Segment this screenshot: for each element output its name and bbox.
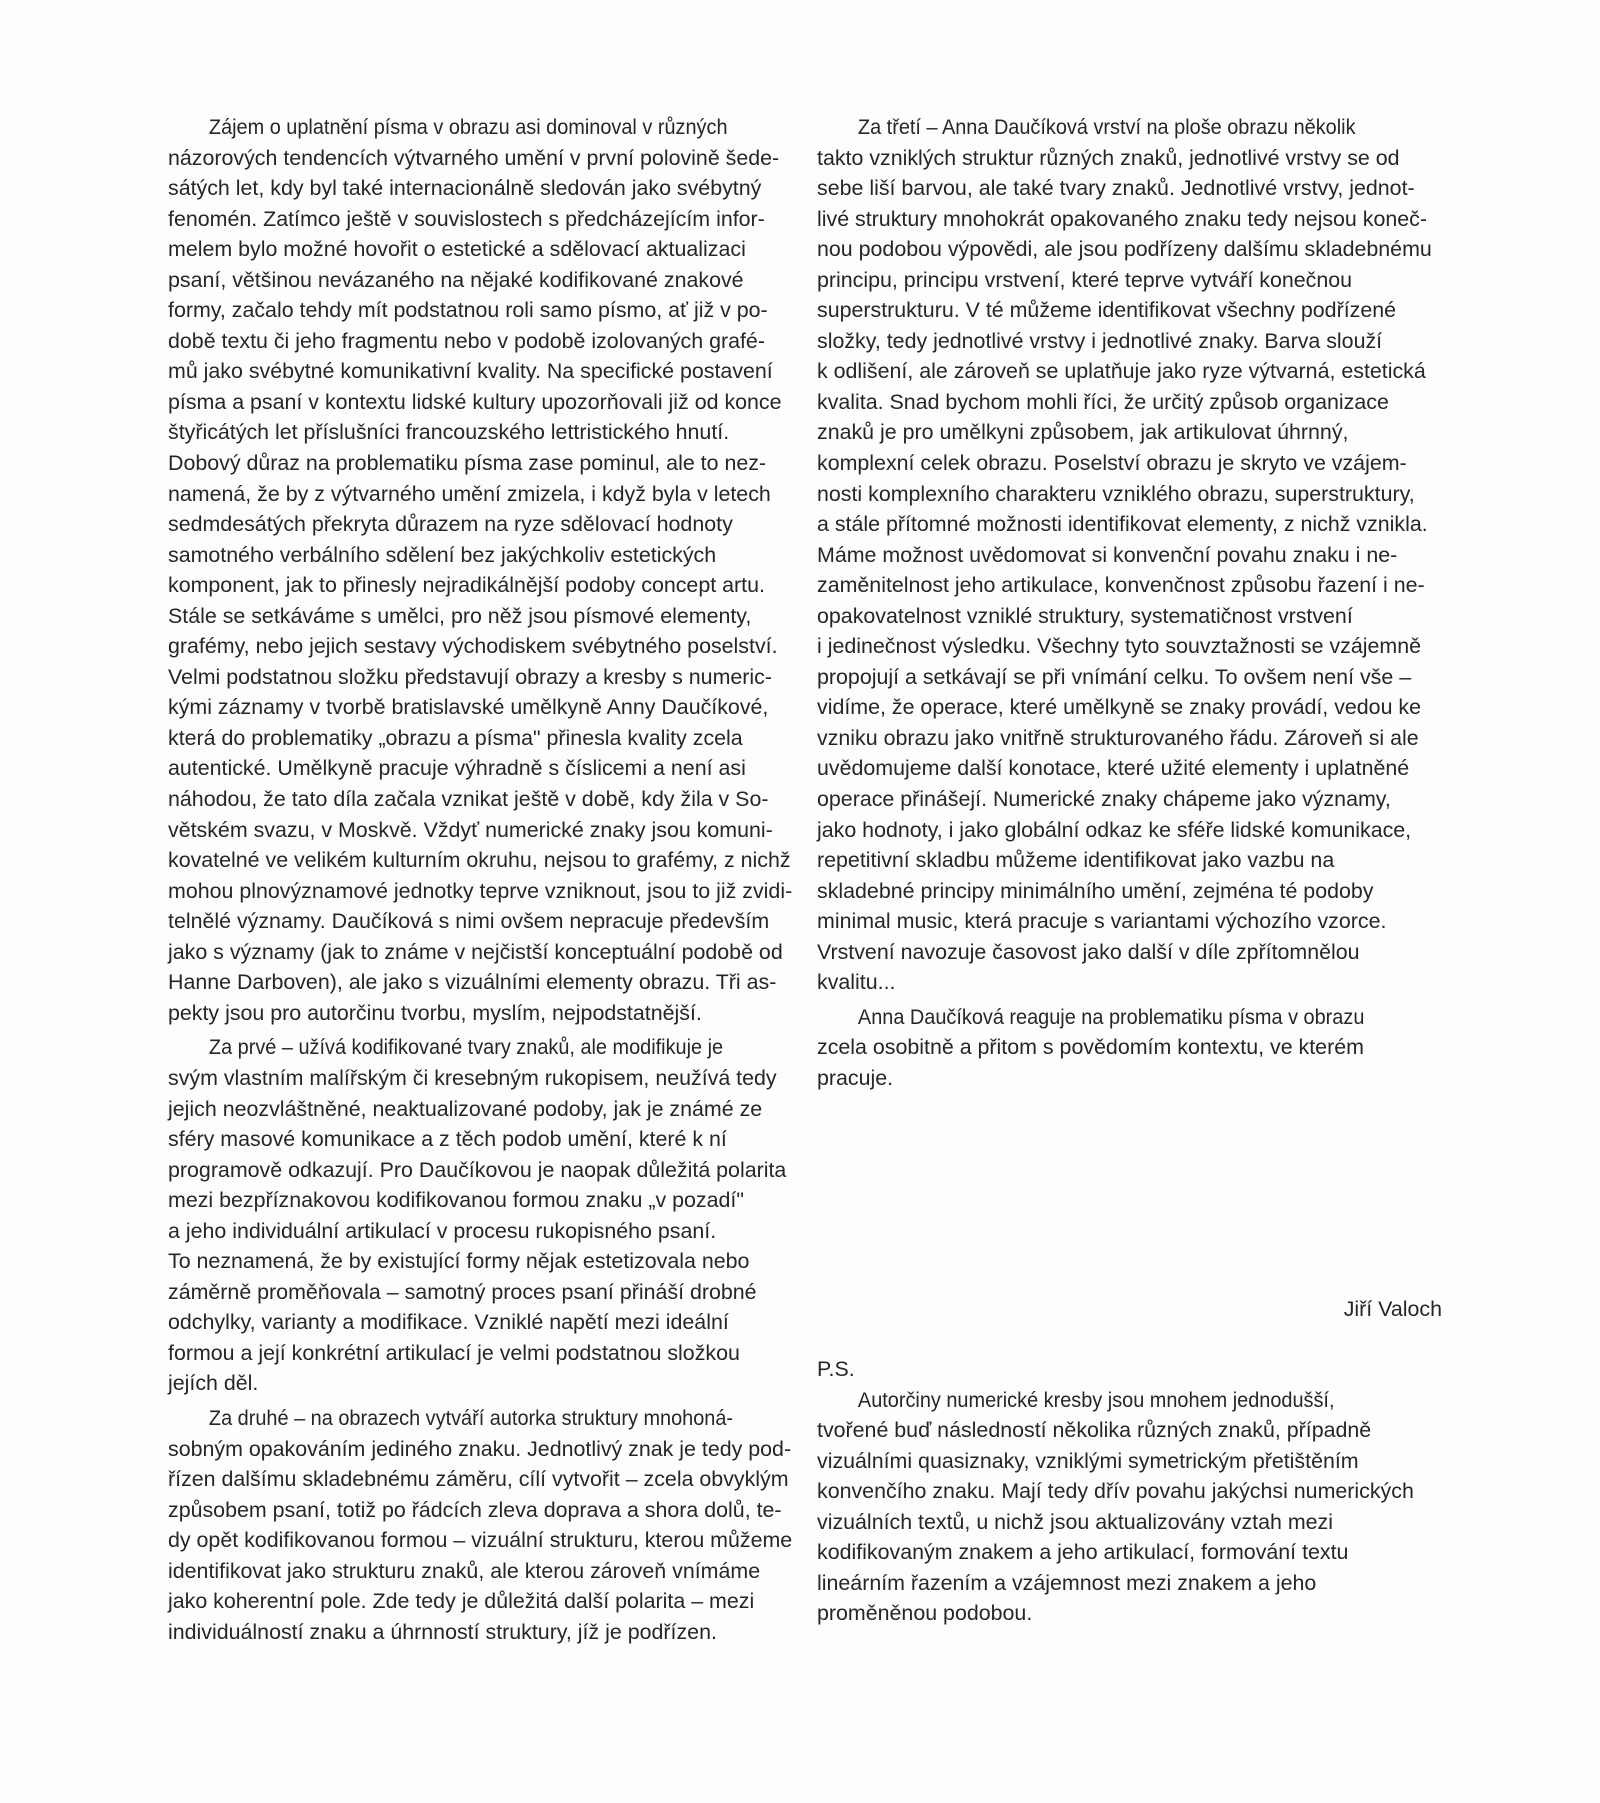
text-line: a stále přítomné možnosti identifikovat elementy, z nichž vznikla. [817, 512, 1428, 537]
text-line: kými záznamy v tvorbě bratislavské umělkyně Anny Daučíkové, [168, 695, 769, 720]
text-line: lineárním řazením a vzájemnost mezi znakem a jeho [817, 1570, 1317, 1595]
text-line: jako koherentní pole. Zde tedy je důležitá další polarita – mezi [168, 1589, 755, 1614]
text-line: dy opět kodifikovanou formou – vizuální strukturu, kterou můžeme [168, 1528, 793, 1553]
text-line: sféry masové komunikace a z těch podob umění, které k ní [168, 1127, 727, 1152]
text-line: způsobem psaní, totiž po řádcích zleva doprava a shora dolů, te- [168, 1497, 782, 1522]
text-line: Autorčiny numerické kresby jsou mnohem jednodušší, [857, 1387, 1335, 1412]
right-column [817, 112, 1442, 1629]
text-line: i jedinečnost výsledku. Všechny tyto souvztažnosti se vzájemně [817, 634, 1421, 659]
text-line: Dobový důraz na problematiku písma zase pominul, ale to nez- [168, 451, 767, 476]
text-line: nou podobou výpovědi, ale jsou podřízeny dalšímu skladebnému [817, 237, 1432, 262]
text-line: uvědomujeme další konotace, které užité elementy i uplatněné [817, 756, 1410, 781]
text-line: jako s významy (jak to známe v nejčistší konceptuální podobě od [168, 939, 783, 964]
text-line: melem bylo možné hovořit o estetické a sdělovací aktualizaci [168, 237, 746, 262]
text-line: samotného verbálního sdělení bez jakýchkoliv estetických [168, 542, 717, 567]
text-line: programově odkazují. Pro Daučíkovou je naopak důležitá polarita [168, 1157, 787, 1182]
text-line: vidíme, že operace, které umělkyně se znaky provádí, vedou ke [817, 695, 1422, 720]
text-line: fenomén. Zatímco ještě v souvislostech s předcházejícím infor- [168, 206, 765, 231]
left-column [168, 112, 793, 1647]
text-line: Zájem o uplatnění písma v obrazu asi dominoval v různých [208, 115, 728, 139]
text-line: Za druhé – na obrazech vytváří autorka struktury mnohoná- [208, 1405, 734, 1430]
text-line: repetitivní skladbu můžeme identifikovat jako vazbu na [817, 848, 1335, 873]
text-line: Za prvé – užívá kodifikované tvary znaků, ale modifikuje je [208, 1035, 724, 1060]
text-line: takto vzniklých struktur různých znaků, jednotlivé vrstvy se od [817, 145, 1400, 170]
text-line: jako hodnoty, i jako globální odkaz ke sféře lidské komunikace, [817, 817, 1412, 842]
paragraph-third-aspect [817, 112, 1442, 998]
text-line: která do problematiky „obrazu a písma" přinesla kvality zcela [168, 725, 743, 750]
text-line: sobným opakováním jediného znaku. Jednotlivý znak je tedy pod- [168, 1436, 792, 1461]
text-line: mů jako svébytné komunikativní kvality. Na specifické postavení [168, 359, 773, 384]
text-line: namená, že by z výtvarného umění zmizela, i když byla v letech [168, 481, 771, 506]
text-line: komplexní celek obrazu. Poselství obrazu je skryto ve vzájem- [817, 451, 1407, 476]
text-line: náhodou, že tato díla začala vznikat ještě v době, kdy žila v So- [168, 787, 769, 812]
text-line: sebe liší barvou, ale také tvary znaků. Jednotlivé vrstvy, jednot- [817, 176, 1415, 201]
text-line: formou a její konkrétní artikulací je velmi podstatnou složkou [168, 1340, 740, 1365]
text-line: To neznamená, že by existující formy nějak estetizovala nebo [168, 1249, 750, 1274]
postscript-label: P.S. [817, 1357, 855, 1382]
paragraph-first-aspect [168, 1032, 793, 1399]
text-line: odchylky, varianty a modifikace. Vzniklé napětí mezi ideální [168, 1310, 729, 1335]
text-line: tvořené buď následností několika různých znaků, případně [817, 1418, 1372, 1443]
text-line: Vrstvení navozuje časovost jako další v díle zpřítomnělou [817, 939, 1360, 964]
text-line: operace přinášejí. Numerické znaky chápeme jako významy, [817, 787, 1391, 812]
text-line: štyřicátých let příslušníci francouzského lettristického hnutí. [168, 420, 730, 445]
text-line: formy, začalo tehdy mít podstatnou roli samo písmo, ať již v po- [168, 298, 768, 323]
text-line: názorových tendencích výtvarného umění v první polovině šede- [168, 145, 780, 170]
paragraph-second-aspect [168, 1403, 793, 1647]
text-line: řízen dalšímu skladebnému záměru, cílí vytvořit – zcela obvyklým [168, 1467, 789, 1492]
text-line: identifikovat jako strukturu znaků, ale kterou zároveň vnímáme [168, 1558, 761, 1583]
text-line: livé struktury mnohokrát opakovaného znaku tedy nejsou koneč- [817, 206, 1427, 231]
text-line: individuálností znaku a úhrnností struktury, jíž je podřízen. [168, 1619, 717, 1644]
text-line: nosti komplexního charakteru vzniklého obrazu, superstruktury, [817, 481, 1415, 506]
paragraph-conclusion [817, 1002, 1442, 1094]
text-line: proměněnou podobou. [817, 1601, 1033, 1626]
text-line: zcela osobitně a přitom s povědomím kontextu, ve kterém [817, 1035, 1364, 1060]
text-line: Hanne Darboven), ale jako s vizuálními elementy obrazu. Tři as- [168, 970, 777, 995]
text-line: vzniku obrazu jako vnitřně strukturovaného řádu. Zároveň si ale [817, 725, 1419, 750]
text-line: mohou plnovýznamové jednotky teprve vzniknout, jsou to již zvidi- [168, 878, 793, 903]
text-line: a jeho individuální artikulací v procesu rukopisného psaní. [168, 1218, 717, 1243]
text-line: skladebné principy minimálního umění, zejména té podoby [817, 878, 1374, 903]
text-line: době textu či jeho fragmentu nebo v podobě izolovaných grafé- [168, 328, 765, 353]
text-line: propojují a setkávají se při vnímání celku. To ovšem není vše – [817, 664, 1412, 689]
text-line: záměrně proměňovala – samotný proces psaní přináší drobné [168, 1279, 757, 1304]
text-line: Velmi podstatnou složku představují obrazy a kresby s numeric- [168, 664, 772, 689]
text-line: zaměnitelnost jeho artikulace, konvenčnost způsobu řazení i ne- [817, 573, 1425, 598]
paragraph-postscript [817, 1385, 1442, 1629]
text-line: Stále se setkáváme s umělci, pro něž jsou písmové elementy, [168, 603, 752, 628]
text-line: superstrukturu. V té můžeme identifikovat všechny podřízené [817, 298, 1397, 323]
text-line: kovatelné ve velikém kulturním okruhu, nejsou to grafémy, z nichž [168, 848, 791, 873]
text-line: svým vlastním malířským či kresebným rukopisem, neužívá tedy [168, 1065, 777, 1090]
text-line: kvalita. Snad bychom mohli říci, že určitý způsob organizace [817, 389, 1389, 414]
text-line: složky, tedy jednotlivé vrstvy i jednotlivé znaky. Barva slouží [817, 328, 1383, 353]
text-line: minimal music, která pracuje s variantami výchozího vzorce. [817, 909, 1387, 934]
text-line: autentické. Umělkyně pracuje výhradně s číslicemi a není asi [168, 756, 746, 781]
text-line: Za třetí – Anna Daučíková vrství na ploše obrazu několik [857, 115, 1356, 139]
author-signature: Jiří Valoch [1343, 1296, 1442, 1321]
text-line: pracuje. [817, 1065, 894, 1090]
text-line: konvenčího znaku. Mají tedy dřív povahu jakýchsi numerických [817, 1479, 1414, 1504]
text-line: psaní, většinou nevázaného na nějaké kodifikované znakové [168, 267, 744, 292]
text-line: Máme možnost uvědomovat si konvenční povahu znaku i ne- [817, 542, 1398, 567]
text-line: sátých let, kdy byl také internacionálně sledován jako svébytný [168, 176, 762, 201]
text-line: znaků je pro umělkyni způsobem, jak artikulovat úhrnný, [817, 420, 1349, 445]
text-line: kodifikovaným znakem a jeho artikulací, formování textu [817, 1540, 1349, 1565]
text-line: písma a psaní v kontextu lidské kultury upozorňovali již od konce [168, 389, 782, 414]
text-line: jejich neozvláštněné, neaktualizované podoby, jak je známé ze [168, 1096, 763, 1121]
text-line: komponent, jak to přinesly nejradikálnější podoby concept artu. [168, 573, 765, 598]
text-line: pekty jsou pro autorčinu tvorbu, myslím, nejpodstatnější. [168, 1000, 702, 1025]
paragraph-intro [168, 112, 793, 1028]
text-line: vizuálními quasiznaky, vzniklými symetrickým přetištěním [817, 1448, 1359, 1473]
text-line: k odlišení, ale zároveň se uplatňuje jako ryze výtvarná, estetická [817, 359, 1426, 384]
text-line: kvalitu... [817, 970, 896, 995]
text-line: vizuálních textů, u nichž jsou aktualizovány vztah mezi [817, 1509, 1334, 1534]
text-line: telnělé významy. Daučíková s nimi ovšem nepracuje především [168, 909, 770, 934]
text-line: opakovatelnost vzniklé struktury, systematičnost vrstvení [817, 603, 1353, 628]
text-line: principu, principu vrstvení, které teprve vytváří konečnou [817, 267, 1353, 292]
text-line: větském svazu, v Moskvě. Vždyť numerické znaky jsou komuni- [168, 817, 773, 842]
text-line: Anna Daučíková reaguje na problematiku písma v obrazu [857, 1004, 1365, 1029]
text-line: mezi bezpříznakovou kodifikovanou formou znaku „v pozadí" [168, 1188, 744, 1213]
text-line: jejích děl. [168, 1371, 259, 1396]
text-line: grafémy, nebo jejich sestavy východiskem svébytného poselství. [168, 634, 778, 659]
text-line: sedmdesátých překryta důrazem na ryze sdělovací hodnoty [168, 512, 733, 537]
